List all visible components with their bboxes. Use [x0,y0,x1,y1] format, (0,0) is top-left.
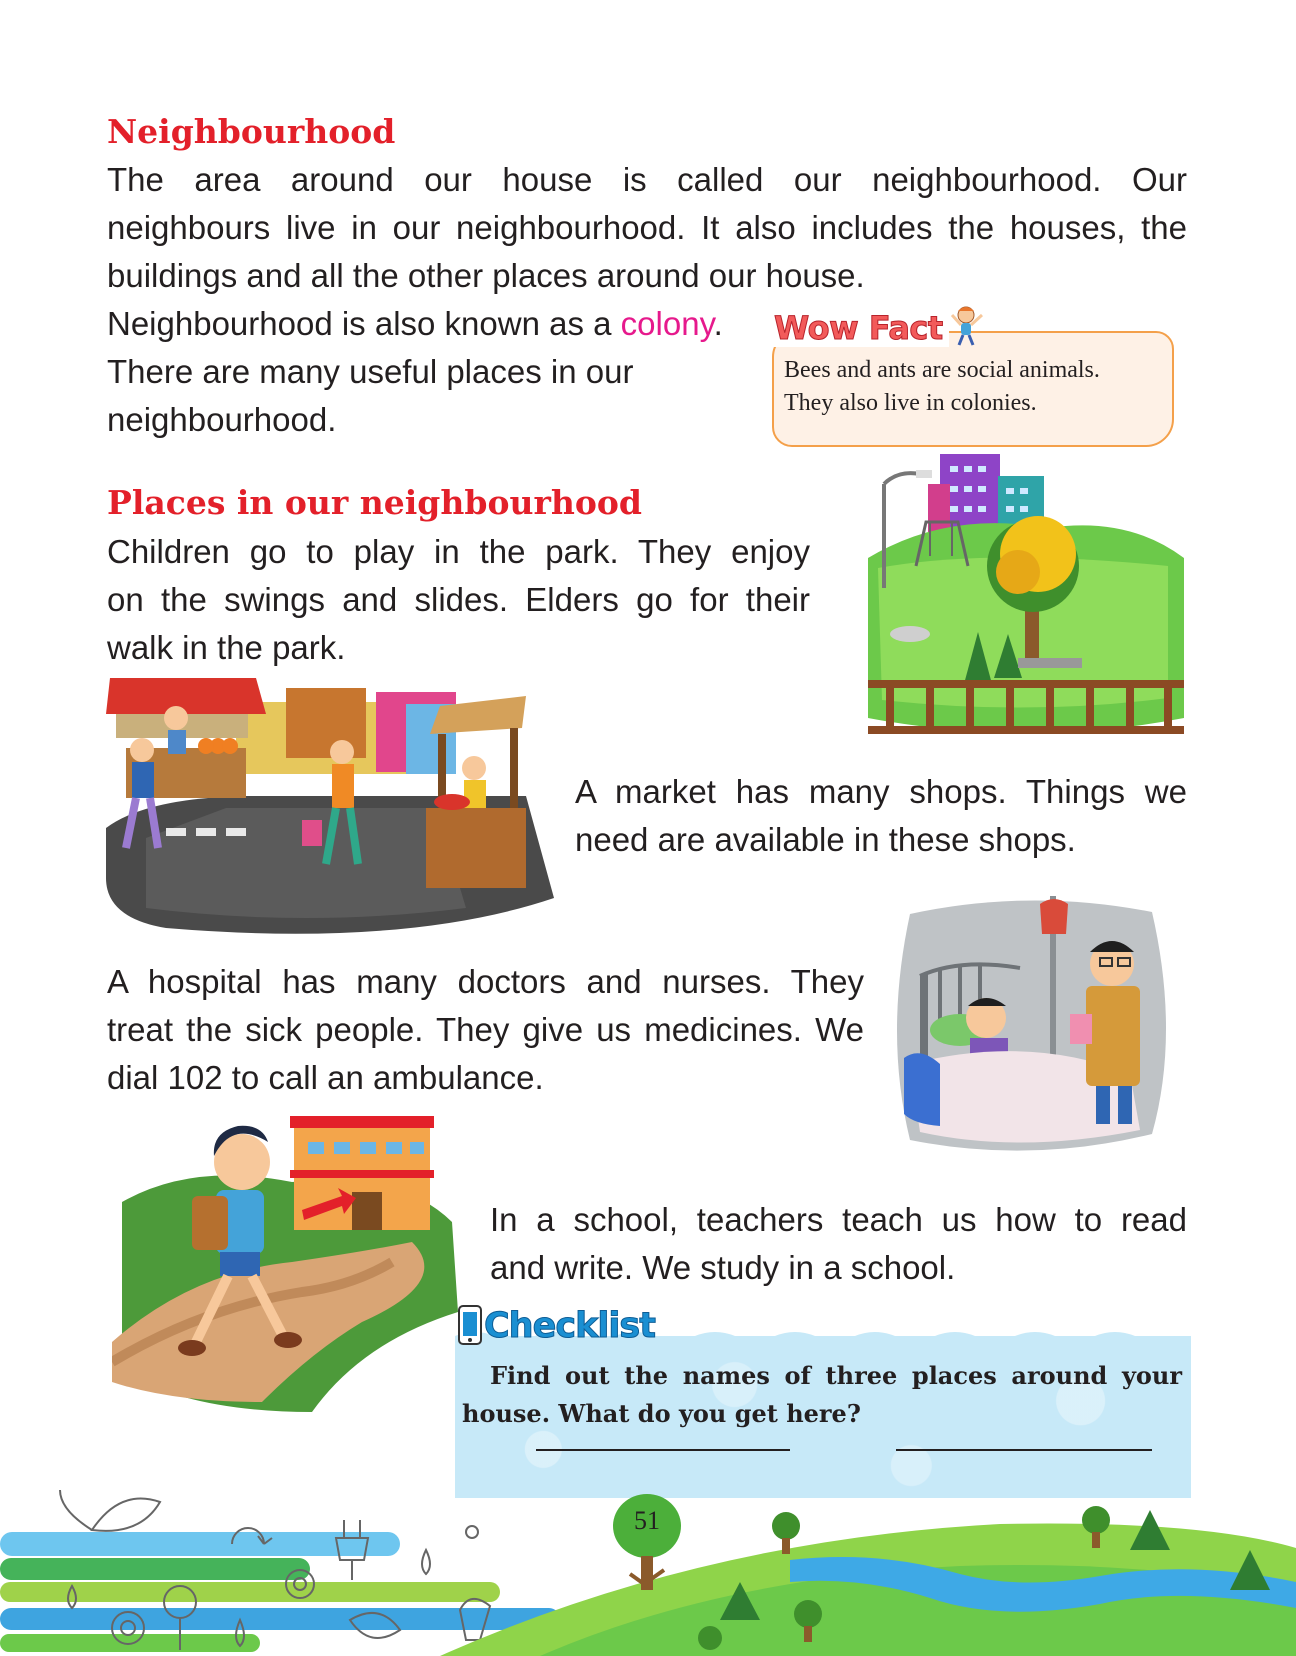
text-line: dial 102 to call an ambulance. [107,1059,544,1096]
text-line: on the swings and slides. Elders go for their [107,581,810,618]
paragraph-neighbourhood [107,156,1187,300]
text-line: neighbours live in our neighbourhood. It also includes the houses, the [107,209,1187,246]
heading-neighbourhood: Neighbourhood [107,112,396,151]
text-line: treat the sick people. They give us medicines. We [107,1011,864,1048]
checklist-text [462,1357,1182,1433]
text-line: The area around our house is called our neighbourhood. Our [107,161,1187,198]
text-line: Find out the names of three places around your [490,1361,1182,1390]
text-line: In a school, teachers teach us how to read [490,1201,1187,1238]
text-line: A market has many shops. Things we [575,773,1187,810]
wow-fact-title: Wow Fact [772,309,949,347]
wow-fact-text [784,354,1164,420]
wow-fact-line2: They also live in colonies. [784,390,1037,416]
colony-prefix: Neighbourhood is also known as a [107,305,621,342]
paragraph-school [490,1196,1187,1292]
paragraph-market [575,768,1187,864]
market-illustration [106,678,554,940]
text-line: Children go to play in the park. They enjoy [107,533,810,570]
useful-places-line2: neighbourhood. [107,401,337,438]
checklist-title: Checklist [484,1306,655,1346]
text-line: A hospital has many doctors and nurses. They [107,963,864,1000]
text-line: need are available in these shops. [575,821,1076,858]
paragraph-hospital [107,958,864,1102]
park-illustration [868,448,1184,746]
text-line: and write. We study in a school. [490,1249,956,1286]
cheering-child-icon [948,303,988,347]
hospital-illustration [890,894,1172,1170]
colony-line [107,300,767,348]
page-number: 51 [634,1506,660,1535]
colony-word: colony [620,305,714,342]
mobile-phone-icon [457,1304,483,1346]
school-illustration [112,1112,464,1412]
answer-blank-2[interactable] [896,1449,1152,1451]
heading-places: Places in our neighbourhood [107,483,642,522]
text-line: walk in the park. [107,629,346,666]
useful-places-line1: There are many useful places in our [107,353,634,390]
wow-fact-line1: Bees and ants are social animals. [784,357,1100,383]
text-line: buildings and all the other places around our house. [107,257,865,294]
colony-suffix: . [713,305,723,342]
answer-blank-1[interactable] [536,1449,790,1451]
text-line: house. What do you get here? [462,1399,861,1428]
paragraph-park [107,528,810,672]
